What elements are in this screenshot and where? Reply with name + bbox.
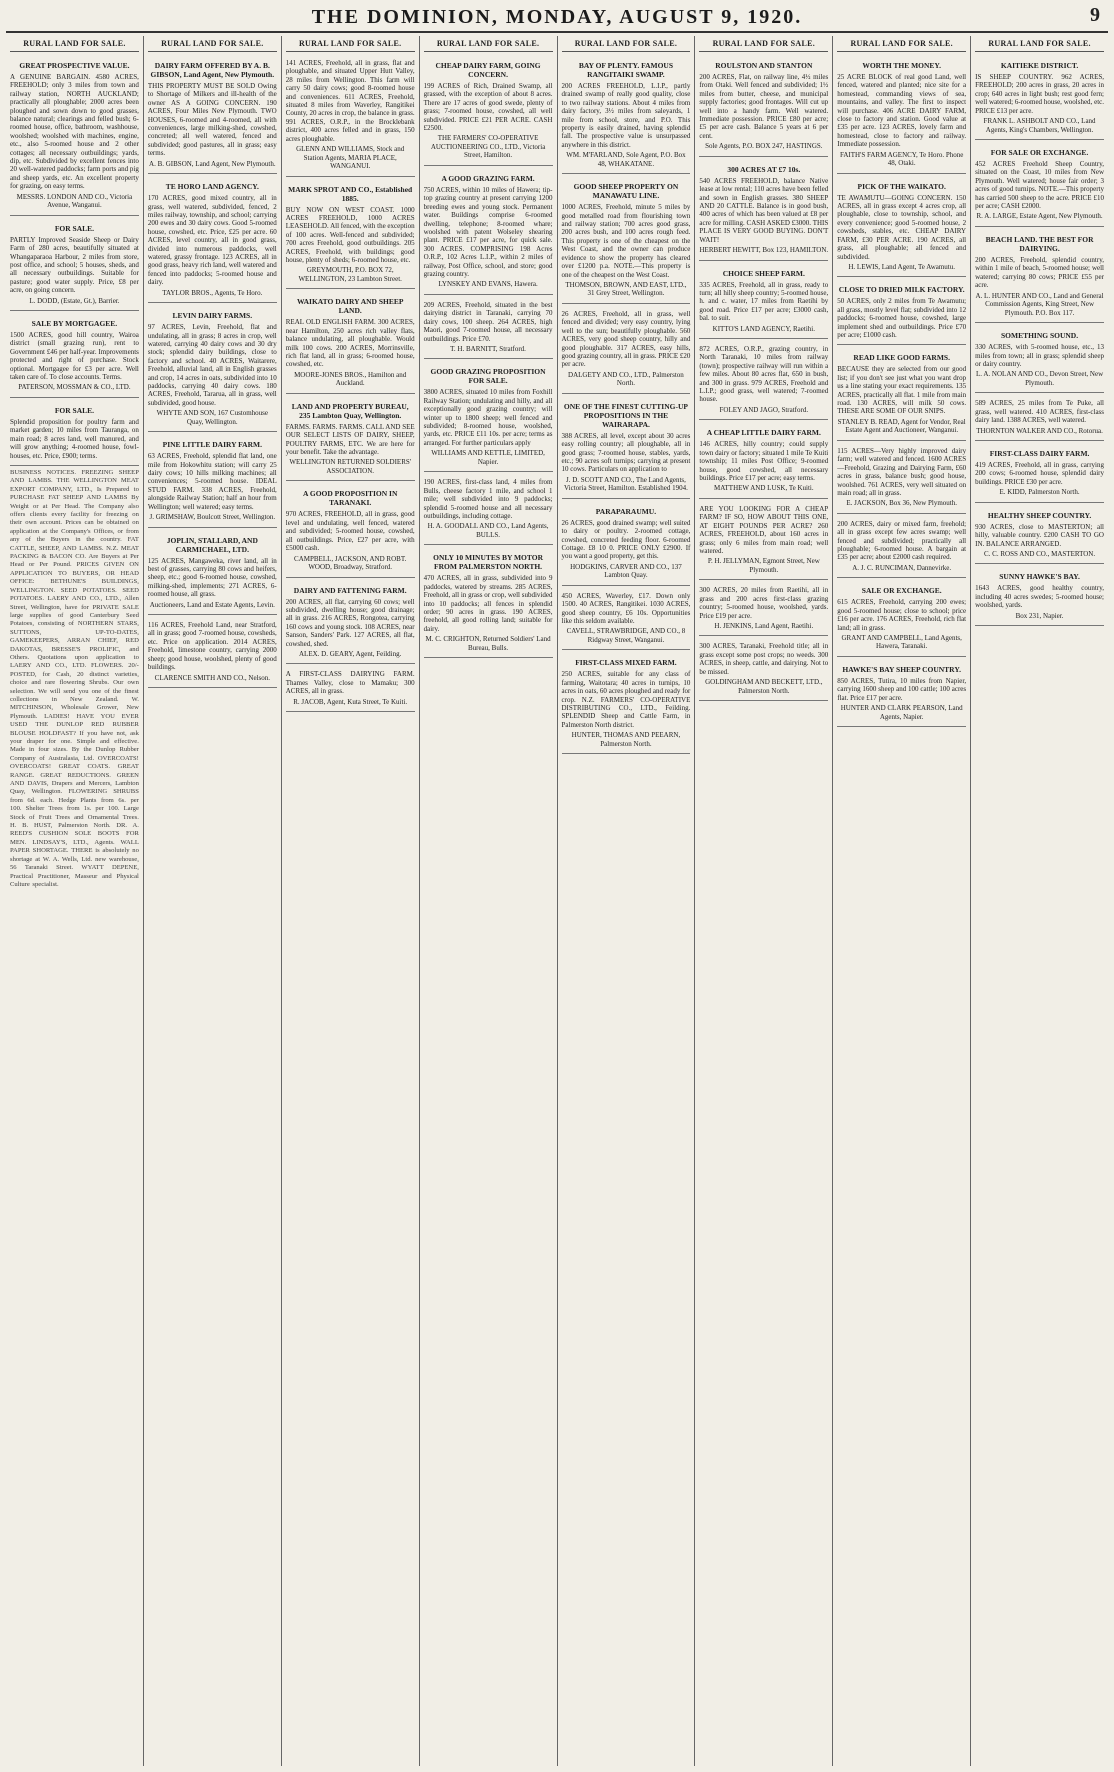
- classified-ad: [286, 484, 415, 577]
- ad-body: 615 ACRES, Freehold, carrying 200 ewes; good 5-roomed house; close to school; price £16 per acre. 176 ACRES, Freehold, rich flat land; all in grass.: [837, 598, 967, 632]
- page-number: 9: [1090, 4, 1100, 26]
- ad-signature: HODGKINS, CARVER AND CO., 137 Lambton Quay.: [570, 562, 682, 580]
- ad-body: 63 ACRES, Freehold, splendid flat land, one mile from Hokowhitu station; will carry 25 dairy cows; 10 hills milking machines; all conveniences; 5-roomed house. IDEAL STUD FARM. 338 ACRES, Freehold, alongside Railway Station; half an hour from Wellington; well watered; easy terms.: [147, 452, 277, 511]
- ad-body: IS SHEEP COUNTRY. 962 ACRES, FREEHOLD; 200 acres in grass, 20 acres in crop; 640 acres in light bush; rest good fern; well watered; 6-roomed house, woolshed, etc. PRICE £13 per acre.: [975, 73, 1104, 115]
- classified-ad: [562, 177, 691, 304]
- ad-signature: Box 231, Napier.: [1015, 611, 1064, 620]
- ad-title: ONE OF THE FINEST CUTTING-UP PROPOSITIONS IN THE WAIRARAPA.: [563, 401, 688, 429]
- column-heading: RURAL LAND FOR SALE.: [424, 36, 553, 52]
- ad-signature: H. LEWIS, Land Agent, Te Awamutu.: [848, 262, 955, 271]
- ad-title: ROULSTON AND STANTON: [715, 61, 813, 70]
- classified-ad: [10, 314, 139, 398]
- ad-signature: WM. M'FARLAND, Sole Agent, P.O. Box 48, WHAKATANE.: [566, 151, 686, 168]
- ad-signature: A. B. GIBSON, Land Agent, New Plymouth.: [149, 159, 276, 168]
- ad-body: A FIRST-CLASS DAIRYING FARM. Thames Valley, close to Mamaku; 300 ACRES, all in grass.: [285, 670, 415, 696]
- column-1: [6, 36, 144, 1766]
- ad-title: A GOOD GRAZING FARM.: [441, 173, 535, 183]
- ad-body: REAL OLD ENGLISH FARM. 300 ACRES, near Hamilton, 250 acres rich valley flats, balance undulating, all ploughable. Would milk 100 cows. 200 ACRES, Morrinsville, rich flat land, all in grass; 6-roomed house, cowshed, etc.: [285, 318, 415, 369]
- ad-title: TE HORO LAND AGENCY.: [165, 182, 259, 192]
- ad-signature: J. D. SCOTT AND CO., The Land Agents, Victoria Street, Hamilton. Established 1904.: [564, 475, 688, 493]
- classified-ad: [148, 435, 277, 527]
- column-heading: RURAL LAND FOR SALE.: [10, 36, 139, 52]
- ad-body: 199 ACRES of Rich, Drained Swamp, all grassed, with the exception of about 8 acres. There are 17 acres of good swede, plenty of grass; 7-roomed house, cowshed, all well subdivided. PRICE £21 PER ACRE. CASH £2500.: [423, 82, 553, 133]
- ad-title: SOMETHING SOUND.: [1001, 331, 1079, 341]
- ad-signature: WHYTE AND SON, 167 Customhouse Quay, Wellington.: [156, 409, 269, 426]
- ad-body: A GENUINE BARGAIN. 4580 ACRES, FREEHOLD; only 3 miles from town and railway station, NORTH AUCKLAND; practically all ploughable; 2000 acres been ploughed and sown down to good grasses, balance natural; clearings and felled bush; 6-roomed house, office, bathroom, washhouse, woolshed; woolshed with machines, engine, etc., also 5-roomed house and 2 other cottages; all necessary outbuildings; yards, dip, etc. Subdivided by excellent fences into 20 well-watered paddocks; farm ports and pig and sheep yards, etc. An excellent property for grazing, on easy terms.: [10, 73, 139, 191]
- ad-signature: FOLEY AND JAGO, Stratford.: [719, 405, 809, 414]
- ad-signature: Auctioneers, Land and Estate Agents, Levin.: [149, 600, 275, 609]
- ad-title: GREAT PROSPECTIVE VALUE.: [19, 61, 130, 70]
- ad-title: GOOD GRAZING PROPOSITION FOR SALE.: [430, 367, 546, 386]
- classified-ad: [699, 264, 828, 340]
- ad-body: 750 ACRES, within 10 miles of Hawera; tip-top grazing country at present carrying 1200 breeding ewes and young stock. Permanent water. Buildings comprise 6-roomed dwelling, telephone; 8-roomed whare; woolshed with patent Wolseley shearing plant. PRICE £17 per acre, for quick sale. 300 ACRES. COMPRISING 198 Acres O.R.P., 102 Acres L.I.P., within 2 miles of railway, Post Office, school, and store; good grazing country.: [423, 185, 553, 278]
- classified-ad: [286, 397, 415, 482]
- ad-title: FOR SALE OR EXCHANGE.: [990, 148, 1089, 158]
- ad-signature: GRANT AND CAMPBELL, Land Agents, Hawera, Taranaki.: [841, 633, 962, 651]
- ad-signature: MATTHEW AND LUSK, Te Kuiti.: [714, 484, 814, 493]
- ad-title: CLOSE TO DRIED MILK FACTORY.: [838, 285, 965, 295]
- ad-body: 125 ACRES, Mangaweka, river land, all in best of grasses, carrying 80 cows and heifers, sheep, etc.; good 6-roomed house, cowshed, milking-shed, implements; 271 ACRES, 6-roomed house, all grass.: [147, 556, 277, 599]
- ad-signature: TAYLOR BROS., Agents, Te Horo.: [162, 288, 263, 297]
- ad-body: 200 ACRES FREEHOLD, L.I.P., partly drained swamp of really good quality, close to two railway stations. About 4 miles from dairy factory, 3½ miles from saleyards, 1 mile from school, store, and P.O. This property is easily drained, having splendid fall. The prospective value is unsurpassed anywhere in this district.: [561, 82, 691, 149]
- ad-signature: FRANK L. ASHBOLT AND CO., Land Agents, King's Chambers, Wellington.: [983, 117, 1096, 134]
- page-title: THE DOMINION, MONDAY, AUGUST 9, 1920.: [311, 6, 803, 28]
- ad-body: Splendid proposition for poultry farm and market garden; 10 miles from Tauranga, on main road; 8 acres land, well manured, and will grow anything; 4-roomed house, fowl-houses, etc. Price, £900; terms.: [10, 417, 139, 460]
- ad-body: 209 ACRES, Freehold, situated in the best dairying district in Taranaki, carrying 70 dairy cows, 100 sheep. 264 ACRES, high Maori, good 7-roomed house, all necessary outbuildings. Price £70.: [423, 300, 553, 343]
- ad-signature: WELLINGTON RETURNED SOLDIERS' ASSOCIATION.: [289, 458, 412, 475]
- ad-body: 419 ACRES, Freehold, all in grass, carrying 200 cows; 6-roomed house, splendid dairy buildings. PRICE £30 per acre.: [975, 461, 1104, 486]
- ad-title: FIRST-CLASS DAIRY FARM.: [989, 449, 1090, 459]
- classified-ad: [562, 397, 691, 499]
- ad-title: PARAPARAUMU.: [595, 506, 657, 516]
- ad-title: FIRST-CLASS MIXED FARM.: [575, 658, 677, 668]
- columns-container: [6, 36, 1108, 1766]
- column-3: [282, 36, 420, 1766]
- column-heading: RURAL LAND FOR SALE.: [148, 36, 277, 52]
- classified-ad: [562, 307, 691, 394]
- ad-signature: THORNTON WALKER AND CO., Rotorua.: [976, 426, 1103, 435]
- classified-ad: [424, 56, 553, 166]
- ad-signature: R. JACOB, Agent, Kuta Street, Te Kuiti.: [293, 697, 408, 706]
- column-4: [420, 36, 558, 1766]
- business-notices: BUSINESS NOTICES. FREEZING SHEEP AND LAMBS. THE WELLINGTON MEAT EXPORT COMPANY, LTD., Is Prepared to PURCHASE FAT SHEEP AND LAMBS By Weight or at Per Head. The Company also offers clients every facility for freezing on their own account. Prices can be obtained on application at the Company's Offices, or from any of the Buyers in the country. FAT CATTLE, SHEEP, AND LAMBS. N.Z. MEAT PACKING & BACON CO. Are Buyers at Per Head or Per Pound. PRICES GIVEN ON APPLICATION TO BUYERS, OR HEAD OFFICE: BETHUNE'S BUILDINGS, WELLINGTON. SEED POTATOES. SEED POTATOES. LAERY AND CO., LTD., Allen Street, Wellington, have for PRIVATE SALE large supplies of good Canterbury Seed Potatoes, consisting of NORTHERN STARS, SUTTONS, UP-TO-DATES, GAMEKEEPERS, ARRAN CHIEF, RED DAKOTAS, BRESSE'S PROLIFIC, and Others. Quotations upon application to LAERY AND CO., LTD. FLOWERS. 20/- POSTED, for Cash, 20 distinct varieties, choice and rare flowering Shrubs. Our own selection. We will send you one of the finest collections in New Zealand. W. MITCHINSON, Wholesale Grower, New Plymouth. LADIES! HAVE YOU EVER USED THE DUNLOP RED RUBBER BLOUSE HOLDFAST? If you have not, ask your draper for one. Simple and effective. Made in four sizes. By the Dunlop Rubber Company of Australasia, Ltd. OVERCOATS! OVERCOATS! GREAT COATS. GREAT RANGE. GREAT REDUCTIONS. GREEN AND DAVIS, Drapers and Mercers, Lambton Quay, Wellington. FLOWERING SHRUBS from 6d. each. Hedge Plants from 6s. per 100. Shelter Trees from 1s. per 100. Large Stock of Fruit Trees and Ornamental Trees. H. B. HUST, Palmerston North. DR. A. REED'S CUSHION SOLE BOOTS FOR MEN. LINDSAY'S, LTD., Agents. WALL PAPER SHORTAGE. THERE is absolutely no shortage at W. A. Wells, Ltd. new warehouse, 56 Taranaki Street. WYATT DEPENE, Practical Practitioner, Masseur and Physical Culture specialist.: [10, 469, 139, 888]
- ad-signature: J. GRIMSHAW, Boulcott Street, Wellington.: [149, 513, 276, 522]
- ad-body: 3800 ACRES, situated 10 miles from Foxhill Railway Station; undulating and hilly, and all exceptionally good grazing country; will winter up to 1800 sheep; well fenced and subdivided; 8-roomed house, woolshed, yards, etc. PRICE £11 10s. per acre; terms as arranged. For further particulars apply: [423, 388, 553, 447]
- ad-signature: KITTO'S LAND AGENCY, Raetihi.: [712, 324, 815, 333]
- column-7: [833, 36, 971, 1766]
- classified-ad: [699, 160, 828, 261]
- classified-ad: [975, 230, 1104, 323]
- ad-signature: H. JENKINS, Land Agent, Raetihi.: [714, 621, 814, 630]
- ad-title: 300 ACRES AT £7 10s.: [727, 164, 801, 174]
- classified-ad: [562, 56, 691, 174]
- ad-signature: WILLIAMS AND KETTLE, LIMITED, Napier.: [431, 449, 545, 466]
- classified-ad: [699, 502, 828, 580]
- classified-ad: [699, 342, 828, 420]
- ad-body: 200 ACRES, all flat, carrying 60 cows; well subdivided, dwelling house; good drainage; all in grass. 216 ACRES, Rongotea, carrying 160 cows and young stock. 108 ACRES, near Sanson, Sanders' Park. 127 ACRES, all flat, cowshed, shed.: [285, 597, 415, 648]
- ad-title: CHOICE SHEEP FARM.: [722, 268, 805, 278]
- ad-body: 450 ACRES, Waverley, £17. Down only 1500. 40 ACRES, Rangitikei. 1030 ACRES, good sheep country, £6 10s. Opportunities like this seldom available.: [561, 591, 691, 626]
- ad-signature: L. DODD, (Estate, Gt.), Barrier.: [29, 296, 120, 305]
- ad-body: 97 ACRES, Levin, Freehold, flat and undulating, all in grass; 8 acres in crop, well watered, carrying 40 dairy cows and 30 dry stock; splendid dairy buildings, close to factory and school. 40 ACRES, Waitarere, Freehold, alluvial land, all in English grasses and crop, 14 acres in oats, subdivided into 10 paddocks, carrying 40 dairy cows. 180 ACRES, Freehold, Tararua, all in grass, well subdivided, good house.: [147, 323, 277, 407]
- ad-body: 872 ACRES, O.R.P., grazing country, in North Taranaki, 10 miles from railway (town); prospective railway will run within a few miles. About 80 acres flat, 650 in bush, and 300 in grass. 979 ACRES, Freehold and L.I.P.; good grass, well watered; 7-roomed house.: [699, 345, 829, 404]
- column-6: [695, 36, 833, 1766]
- classified-ad: [837, 280, 966, 345]
- ad-signature: PATERSON, MOSSMAN & CO., LTD.: [18, 383, 131, 392]
- classified-ad: [424, 548, 553, 658]
- ad-signature: STANLEY B. READ, Agent for Vendor, Real Estate Agent and Auctioneer, Wanganui.: [837, 417, 966, 435]
- ad-title: WAIKATO DAIRY AND SHEEP LAND.: [296, 297, 404, 316]
- ad-body: TE AWAMUTU—GOING CONCERN. 150 ACRES, all in grass except 4 acres crop, all ploughable, close to township, school, and every convenience; good 5-roomed house, 2 cowsheds, stables, etc. CHEAP DAIRY FARM, £30 PER ACRE. 190 ACRES, all grass, all ploughable; all fenced and subdivided.: [837, 193, 967, 261]
- classified-ad: [837, 56, 966, 174]
- ad-signature: MOORE-JONES BROS., Hamilton and Auckland.: [294, 370, 407, 388]
- ad-title: SALE BY MORTGAGEE.: [31, 319, 118, 329]
- classified-ad: [975, 444, 1104, 503]
- ad-body: 300 ACRES, Taranaki, Freehold title; all in grass except some post crops; no weeds. 300 ACRES, in sheep, cattle, and dairying. Not to be missed.: [699, 642, 829, 676]
- ad-signature: CAVELL, STRAWBRIDGE, AND CO., 8 Ridgway Street, Wanganui.: [566, 627, 686, 644]
- ad-signature: CLARENCE SMITH AND CO., Nelson.: [154, 673, 270, 682]
- classified-ad: [837, 177, 966, 278]
- classified-ad: [975, 143, 1104, 227]
- classified-ad: [837, 517, 966, 579]
- ad-signature: HUNTER, THOMAS AND PEEARN, Palmerston North.: [571, 731, 681, 748]
- ad-title: FOR SALE.: [54, 405, 95, 415]
- ad-body: 50 ACRES, only 2 miles from Te Awamutu; all grass, mostly level flat; subdivided into 12 paddocks; 6-roomed house, cowshed, large implement shed and outbuildings. Price £70 per acre; £1000 cash.: [837, 297, 967, 340]
- ad-body: 146 ACRES, hilly country; could supply town dairy or factory; situated 1 mile Te Kuiti township; 11 miles Post Office; 9-roomed house, good cowshed, all necessary buildings. Price £17 per acre; easy terms.: [699, 440, 829, 482]
- ad-body: 170 ACRES, good mixed country, all in grass, well watered, subdivided, fenced, 2 miles railway, township, and school; carrying 200 ewes and 30 dairy cows. Good 5-roomed house, cowshed, etc. Price, £25 per acre. 60 ACRES, level country, all in good grass, divided into numerous paddocks, well watered, grassy frontage. 123 ACRES, all in good grass, heavy rich land, well watered and fenced into paddocks; 5-roomed house and dairy.: [147, 194, 277, 287]
- classified-ad: [837, 444, 966, 514]
- ad-signature: H. A. GOODALL AND CO., Land Agents, BULLS.: [427, 522, 549, 539]
- ad-title: GOOD SHEEP PROPERTY ON MANAWATU LINE.: [573, 182, 679, 201]
- classified-ad: [148, 618, 277, 688]
- classified-ad: [286, 581, 415, 665]
- ad-body: 300 ACRES, 20 miles from Raetihi, all in grass and 200 acres first-class grazing country; 5-roomed house, woolshed, yards. Price £19 per acre.: [699, 586, 829, 620]
- ad-title: SUNNY HAWKE'S BAY.: [999, 572, 1080, 582]
- ad-body: 452 ACRES Freehold Sheep Country, situated on the Coast, 10 miles from New Plymouth. Well watered; house fair order; 3 acres of good turnips. NOTE.—This property has carried 500 sheep to the acre. PRICE £10 per acre; CASH £2000.: [975, 160, 1104, 211]
- ad-title: A GOOD PROPOSITION IN TARANAKI.: [302, 489, 398, 508]
- masthead: [0, 0, 1114, 34]
- classified-ad: [975, 506, 1104, 565]
- ad-title: WORTH THE MONEY.: [862, 61, 942, 70]
- ad-signature: M. C. CRIGHTON, Returned Soldiers' Land Bureau, Bulls.: [425, 635, 551, 652]
- ad-signature: L. A. NOLAN AND CO., Devon Street, New Plymouth.: [975, 370, 1104, 387]
- ad-signature: DALGETY AND CO., LTD., Palmerston North.: [568, 370, 684, 388]
- ad-title: DAIRY FARM OFFERED BY A. B. GIBSON, Land Agent, New Plymouth.: [150, 61, 275, 79]
- classified-ad: [699, 583, 828, 636]
- classified-ad: [699, 56, 828, 157]
- ad-body: 115 ACRES—Very highly improved dairy farm; well watered and fenced. 1600 ACRES—Freehold, Grazing and Dairying Farm, £60 acres in grass, balance bush; good house, woolshed. 761 ACRES, very well situated on main road; all in grass.: [837, 446, 967, 497]
- classified-ad: [148, 177, 277, 303]
- ad-title: JOPLIN, STALLARD, AND CARMICHAEL, LTD.: [166, 535, 258, 554]
- column-heading: RURAL LAND FOR SALE.: [837, 36, 966, 52]
- ad-signature: E. KIDD, Palmerston North.: [999, 488, 1080, 497]
- ad-body: 589 ACRES, 25 miles from Te Puke, all grass, well watered. 410 ACRES, first-class dairy land. 1388 ACRES, well watered.: [975, 399, 1104, 425]
- ad-title: DAIRY AND FATTENING FARM.: [293, 585, 407, 595]
- ad-signature: CAMPBELL, JACKSON, AND ROBT. WOOD, Broadway, Stratford.: [294, 554, 407, 571]
- ad-body: 1000 ACRES, Freehold, minute 5 miles by good metalled road from flourishing town and railway station; 700 acres good grass, 200 acres bush, and 100 acres rough feed. This property is one of the cheapest on the West Coast, and the owner can produce evidence to show the property has cleared over £1200 p.a. NOTE.—This property is one of the cheapest on the West Coast.: [561, 203, 691, 279]
- column-heading: RURAL LAND FOR SALE.: [286, 36, 415, 52]
- ad-signature: E. JACKSON, Box 36, New Plymouth.: [846, 499, 958, 508]
- classified-ad: [975, 567, 1104, 626]
- classified-ad: [837, 348, 966, 440]
- ad-title: HAWKE'S BAY SHEEP COUNTRY.: [842, 664, 961, 674]
- ad-title: PICK OF THE WAIKATO.: [857, 181, 946, 191]
- ad-title: READ LIKE GOOD FARMS.: [853, 353, 950, 363]
- ad-body: 190 ACRES, first-class land, 4 miles from Bulls, cheese factory 1 mile, and school 1 mile; well subdivided into 9 paddocks; splendid 5-roomed house and all necessary outbuildings, including cottage.: [423, 478, 553, 520]
- ad-signature: THE FARMERS' CO-OPERATIVE AUCTIONEERING CO., LTD., Victoria Street, Hamilton.: [430, 134, 546, 160]
- classified-ad: [286, 180, 415, 290]
- ad-signature: T. H. BARNITT, Stratford.: [450, 344, 526, 353]
- ad-title: CHEAP DAIRY FARM, GOING CONCERN.: [435, 61, 541, 79]
- column-8: [971, 36, 1108, 1766]
- ad-signature: GREYMOUTH, P.O. BOX 72, WELLINGTON, 23 Lambton Street.: [298, 266, 402, 283]
- ad-title: KAITIEKE DISTRICT.: [1000, 61, 1079, 70]
- ad-body: 540 ACRES FREEHOLD, balance Native lease at low rental; 110 acres have been felled and sown in English grasses. 380 SHEEP AND 20 CATTLE. Balance is in good bush, 400 acres of which has been valued at £8 per acre for milling. CASH ASKED £3000. THIS PLACE IS VERY GOOD BUYING. DON'T WAIT!: [699, 176, 829, 244]
- ad-title: ONLY 10 MINUTES BY MOTOR FROM PALMERSTON NORTH.: [433, 553, 543, 572]
- ad-body: 141 ACRES, Freehold, all in grass, flat and ploughable, and situated Upper Hutt Valley, 28 miles from Wellington. This farm will carry 50 dairy cows; good 8-roomed house and conveniences. 611 ACRES, Freehold, situated 8 miles from Waverley, Rangitikei County, 20 acres in crop, the balance in grass. 991 ACRES, O.R.P., in the Brocklebank district, 400 acres felled and in grass, 150 acres ploughable.: [285, 59, 415, 143]
- classified-ad: [424, 475, 553, 545]
- ad-body: 850 ACRES, Tutira, 10 miles from Napier, carrying 1600 sheep and 100 cattle; 100 acres flat. Price £17 per acre.: [837, 676, 967, 702]
- ad-signature: GLENN AND WILLIAMS, Stock and Station Agents, MARIA PLACE, WANGANUI.: [296, 145, 405, 171]
- ad-body: PARTLY Improved Seaside Sheep or Dairy Farm of 280 acres, beautifully situated at Whangaparaoa Harbour, 2 miles from store, post office, and school; 5 houses, sheds, and all necessary outbuildings. Suitable for pasture; good water supply. Price, £8 per acre, on going concern.: [10, 235, 139, 295]
- ad-body: 930 ACRES, close to MASTERTON; all hilly, valuable country. £200 CASH TO GO IN. BALANCE ARRANGED.: [975, 522, 1104, 548]
- ad-signature: HERBERT HEWITT, Box 123, HAMILTON.: [699, 246, 829, 254]
- ad-body: 25 ACRE BLOCK of real good Land, well fenced, watered and planted; nice site for a homestead, commanding views of sea, mountains, and valley. The first to inspect will purchase. 406 ACRE DAIRY FARM, close to factory and station. Good value at £35 per acre. 123 ACRES, lovely farm and homestead, close to factory and railway. Immediate possession.: [837, 73, 967, 149]
- ad-signature: GOLDINGHAM AND BECKETT, LTD., Palmerston North.: [705, 678, 823, 695]
- classified-ad: [837, 581, 966, 657]
- classified-ad: [286, 292, 415, 393]
- ad-body: THIS PROPERTY MUST BE SOLD Owing to Shortage of Milkers and ill-health of the owner AS A GOING CONCERN. 190 ACRES, Four Miles New Plymouth. TWO HOUSES, 6-roomed and 4-roomed, all with conveniences, large milking-shed, cowshed, concreted; all well watered, fenced and subdivided; good pastures, all in grass; easy terms.: [147, 82, 277, 158]
- ad-body: BUY NOW ON WEST COAST. 1000 ACRES FREEHOLD, 1000 ACRES LEASEHOLD. All fenced, with the exception of 100 acres. Well-fenced and subdivided; 700 acres Freehold, good outbuildings. 205 ACRES, Freehold, with buildings; good house, plenty of sheds; 6-roomed house, etc.: [285, 205, 415, 264]
- ad-body: 330 ACRES, with 5-roomed house, etc., 13 miles from town; all in grass; splendid sheep or dairy country.: [975, 343, 1104, 368]
- ad-signature: HUNTER AND CLARK PEARSON, Land Agents, Napier.: [840, 704, 963, 721]
- ad-body: BECAUSE they are selected from our good list; if you don't see just what you want drop us a line stating your exact requirements. 135 ACRES, practically all flat. 1 mile from main road. 130 ACRES, will milk 50 cows. THESE ARE SOME OF OUR SNIPS.: [837, 365, 967, 416]
- column-heading: RURAL LAND FOR SALE.: [975, 36, 1104, 52]
- ad-title: SALE OR EXCHANGE.: [861, 586, 942, 596]
- ad-title: MARK SPROT AND CO., Established 1885.: [288, 184, 413, 203]
- classified-ad: [562, 653, 691, 754]
- classified-ad: [562, 502, 691, 586]
- classified-ad: [286, 667, 415, 712]
- ad-title: HEALTHY SHEEP COUNTRY.: [987, 510, 1092, 520]
- classified-ad: [148, 306, 277, 432]
- ad-signature: P. H. JELLYMAN, Egmont Street, New Plymouth.: [707, 557, 820, 574]
- classified-ad: [148, 531, 277, 616]
- ad-title: BAY OF PLENTY. FAMOUS RANGITAIKI SWAMP.: [578, 61, 674, 79]
- ad-body: 26 ACRES, good drained swamp; well suited to dairy or poultry. 2-roomed cottage, cowshed, concreted feeding floor. 6-roomed Cottage. £8 10 0. PRICE ONLY £2900. If you want a good property, get this.: [561, 518, 691, 561]
- ad-signature: Sole Agents, P.O. BOX 247, HASTINGS.: [705, 142, 823, 151]
- ad-title: FOR SALE.: [54, 223, 95, 233]
- ad-signature: A. J. C. RUNCIMAN, Dannevirke.: [852, 563, 952, 572]
- ad-body: 250 ACRES, suitable for any class of farming, Waitotara; 40 acres in turnips, 10 acres in oats, 60 acres ploughed and ready for crop. N.Z. FARMERS' CO-OPERATIVE DISTRIBUTING CO., LTD., Feilding. SPLENDID Sheep and Cattle Farm, in Palmerston North district.: [561, 670, 691, 729]
- classified-ad: [699, 639, 828, 701]
- ad-body: 200 ACRES, Freehold, splendid country, within 1 mile of beach, 5-roomed house; well watered; carrying 80 cows; PRICE £55 per acre.: [975, 255, 1104, 290]
- classified-ad: [975, 396, 1104, 441]
- classified-ad: [10, 401, 139, 466]
- ad-body: 388 ACRES, all level, except about 30 acres easy rolling country; all ploughable, all in good grass; 7-roomed house, stables, yards, etc.; 90 acres soft turnips; carrying at present 10 cows. Particulars on application to: [561, 431, 691, 474]
- column-5: [558, 36, 696, 1766]
- ad-body: ARE YOU LOOKING FOR A CHEAP FARM? IF SO, HOW ABOUT THIS ONE, AT EIGHT POUNDS PER ACRE? 260 ACRES, FREEHOLD, about 160 acres in grass; only 6 miles from main road; well watered.: [699, 504, 829, 555]
- ad-signature: MESSRS. LONDON AND CO., Victoria Avenue, Wanganui.: [16, 192, 133, 210]
- classified-ad: [424, 298, 553, 360]
- classified-ad: [10, 56, 139, 216]
- ad-body: 470 ACRES, all in grass, subdivided into 9 paddocks, watered by streams. 285 ACRES, Freehold, all in grass or crop, well subdivided into 10 paddocks; all fences in splendid order; 90 acres in grass. 190 ACRES, freehold, all good rolling land; suitable for dairy.: [423, 574, 553, 633]
- classified-ad: [562, 589, 691, 651]
- ad-body: 1643 ACRES, good healthy country, including 40 acres swedes; 5-roomed house; woolshed, yards.: [975, 584, 1104, 610]
- classified-ad: [286, 56, 415, 177]
- classified-ad: [148, 56, 277, 174]
- column-heading: RURAL LAND FOR SALE.: [562, 36, 691, 52]
- ad-title: PINE LITTLE DAIRY FARM.: [162, 440, 262, 450]
- ad-title: BEACH LAND. THE BEST FOR DAIRYING.: [985, 234, 1094, 253]
- ad-body: 200 ACRES, dairy or mixed farm, freehold; all in grass except few acres swamp; well fenced and subdivided; practically all ploughable; 6-roomed house. A bargain at £35 per acre; about £2000 cash required.: [837, 519, 967, 562]
- ad-title: A CHEAP LITTLE DAIRY FARM.: [706, 428, 821, 438]
- ad-body: 200 ACRES, Flat, on railway line, 4½ miles from Otaki. Well fenced and subdivided; 1½ miles from butter, cheese, and municipal supply factories; good frontages. Will cut up well into a handy farm. Well watered. Immediate possession. PRICE £80 per acre; £5 per acre cash. Balance 5 years at 6 per cent.: [699, 73, 829, 140]
- ad-body: 970 ACRES, FREEHOLD, all in grass, good level and undulating, well fenced, watered and subdivided; 5-roomed house, cowshed, all outbuildings. Price, £27 per acre, with £5000 cash.: [285, 510, 415, 553]
- ad-body: 26 ACRES, Freehold, all in grass, well fenced and divided; very easy country, lying well to the sun; beautifully ploughable. 560 ACRES, very good sheep country, hilly and good ploughable. 317 ACRES, easy hills, good grazing country, all in grass. PRICE £20 per acre.: [561, 309, 691, 369]
- classified-ad: [424, 362, 553, 472]
- ad-signature: THOMSON, BROWN, AND EAST, LTD., 31 Grey Street, Wellington.: [565, 280, 687, 298]
- ad-signature: R. A. LARGE, Estate Agent, New Plymouth.: [976, 212, 1103, 221]
- ad-body: 335 ACRES, Freehold, all in grass, ready to turn; all hilly sheep country; 5-roomed house, h. and c. water, 17 miles from Raetihi by good road. Price £17 per acre; £3000 cash, bal. to suit.: [699, 280, 829, 323]
- ad-title: LAND AND PROPERTY BUREAU, 235 Lambton Quay, Wellington.: [291, 401, 409, 420]
- classified-ad: [424, 169, 553, 295]
- ad-body: 1500 ACRES, good hill country, Wairoa district (small grazing run), rent to Government £46 per half-year. Improvements protected and right of purchase. Stock optional. Mortgagee for £3 per acre. Well taken care of. To close accounts. Terms.: [10, 331, 139, 382]
- ad-signature: ALEX. D. GEARY, Agent, Feilding.: [299, 649, 402, 658]
- column-2: [144, 36, 282, 1766]
- ad-signature: FAITH'S FARM AGENCY, Te Horo. Phone 48, Otaki.: [840, 150, 964, 168]
- ad-signature: LYNSKEY AND EVANS, Hawera.: [438, 280, 538, 289]
- ad-body: 116 ACRES, Freehold Land, near Stratford, all in grass; good 7-roomed house, cowsheds, etc. Price on application. 2014 ACRES, Freehold, limestone country, carrying 2000 sheep; good house, woolshed, plenty of good buildings.: [147, 621, 277, 672]
- ad-signature: C. C. ROSS AND CO., MASTERTON.: [984, 549, 1096, 558]
- ad-title: LEVIN DAIRY FARMS.: [172, 311, 253, 321]
- classified-ad: [975, 56, 1104, 140]
- classified-ad: [975, 326, 1104, 393]
- classified-ad: [10, 219, 139, 311]
- ad-signature: A. L. HUNTER AND CO., Land and General Commission Agents, King Street, New Plymouth. P.O. Box 117.: [975, 291, 1104, 317]
- masthead-rule: [6, 31, 1108, 33]
- column-heading: RURAL LAND FOR SALE.: [699, 36, 828, 52]
- ad-body: FARMS. FARMS. FARMS. CALL AND SEE OUR SELECT LISTS OF DAIRY, SHEEP, POULTRY FARMS, ETC. We are here for your benefit. Take the advantage.: [285, 422, 415, 457]
- classified-ad: [699, 423, 828, 499]
- classified-ad: [837, 660, 966, 727]
